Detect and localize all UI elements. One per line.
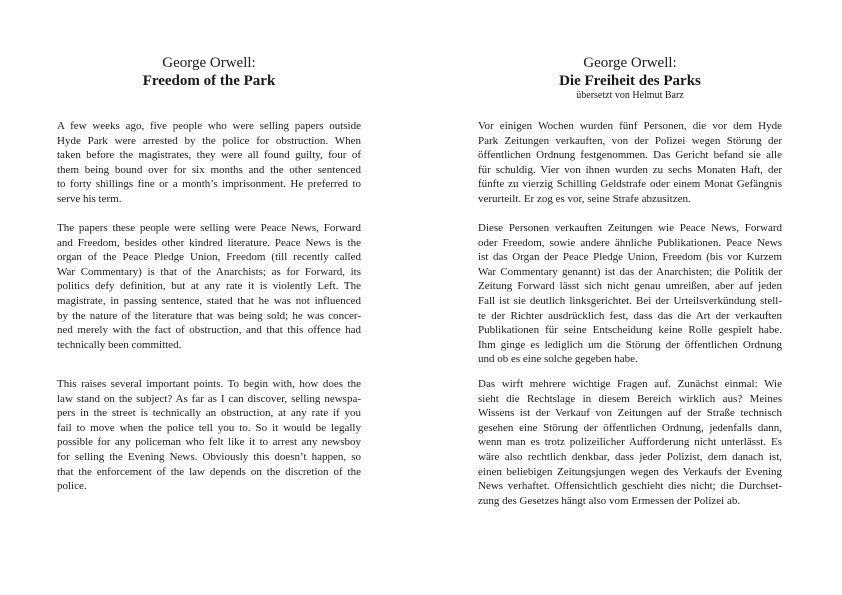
text-line: and Freedom, besides other kindred literature. Peace News is the bbox=[57, 236, 361, 249]
text-line: to forty shillings fine or a month’s imprisonment. He preferred to bbox=[57, 178, 361, 191]
text-line: gesehen eine Störung der öffentlichen Ordnung, jedenfalls dann, bbox=[478, 421, 782, 434]
text-line: organ of the Peace Pledge Union, Freedom (till recently called bbox=[57, 251, 361, 264]
text-line: pers in the street is technically an obstruction, at any rate if you bbox=[57, 407, 361, 420]
text-line: This raises several important points. To begin with, how does the bbox=[57, 378, 361, 390]
text-line: zung des Gesetzes hängt also vom Ermessen der Polizei ab. bbox=[478, 494, 741, 507]
paragraph bbox=[57, 221, 361, 352]
paragraph bbox=[57, 119, 361, 207]
text-line: verurteilt. Er zog es vor, seine Strafe abzusitzen. bbox=[478, 192, 691, 205]
text-line: Zeitung Forward lässt sich nicht genau umreißen, aber auf jeden bbox=[478, 280, 782, 293]
text-line: öffentlichen Ordnung festgenommen. Das Gericht befand sie alle bbox=[478, 149, 782, 162]
text-line: The papers these people were selling were Peace News, Forward bbox=[57, 222, 361, 234]
text-line: einen beliebigen Zeitungsjungen wegen des Verkaufs der Evening bbox=[478, 465, 782, 478]
text-line: ned merely with the fact of obstruction, and that this offence had bbox=[57, 324, 361, 337]
text-line: technically been committed. bbox=[57, 338, 182, 351]
text-line: police. bbox=[57, 480, 87, 493]
text-line: Hyde Park were arrested by the police for obstruction. When bbox=[57, 134, 361, 147]
text-line: fail to move when the police tell you to. So it would be legally bbox=[57, 421, 361, 434]
title: Die Freiheit des Parks bbox=[559, 73, 701, 89]
paragraph bbox=[478, 119, 782, 207]
text-line: fünfte zu vierzig Schilling Geldstrafe oder einem Monat Gefängnis bbox=[478, 178, 782, 191]
text-line: wäre also rechtlich denkbar, dass jeder Polizist, dem danach ist, bbox=[478, 450, 782, 463]
text-line: wenn man es trotz polizeilicher Aufforderung nicht unterlässt. Es bbox=[478, 436, 782, 449]
text-line: that the enforcement of the law depends on the discretion of the bbox=[57, 465, 361, 478]
text-line: A few weeks ago, five people who were selling papers outside bbox=[57, 120, 361, 132]
text-line: Diese Personen verkauften Zeitungen wie Peace News, Forward bbox=[478, 222, 782, 234]
text-line: War Commentary genannt) ist das der Anarchisten; die Politik der bbox=[478, 265, 782, 278]
text-line: magistrate, in passing sentence, stated that he was not influenced bbox=[57, 294, 361, 307]
text-line: te der Richter ausdrücklich fest, dass das die Art der verkauften bbox=[478, 309, 782, 322]
text-line: oder Freedom, sowie andere ähnliche Publikationen. Peace News bbox=[478, 236, 782, 249]
text-line: und ob es eine solche gegeben habe. bbox=[478, 353, 638, 366]
text-line: politics defy definition, but at any rate it is violently Left. The bbox=[57, 280, 361, 293]
text-line: by the nature of the literature that was being sold; he was concer- bbox=[57, 309, 361, 322]
german-heading bbox=[478, 54, 782, 102]
text-line: serve his term. bbox=[57, 192, 122, 205]
translator-credit: übersetzt von Helmut Barz bbox=[576, 90, 684, 101]
text-line: War Commentary) is that of the Anarchists; as for Forward, its bbox=[57, 265, 361, 278]
text-line: possible for any policeman who felt like it to arrest any newsboy bbox=[57, 436, 361, 449]
english-heading bbox=[57, 54, 361, 90]
title: Freedom of the Park bbox=[142, 73, 276, 89]
text-line: Vor einigen Wochen wurden fünf Personen, die vor dem Hyde bbox=[478, 120, 782, 132]
text-line: Das wirft mehrere wichtige Fragen auf. Zunächst einmal: Wie bbox=[478, 378, 782, 390]
text-line: law stand on the subject? As far as I can discover, selling newspa- bbox=[57, 392, 361, 405]
paragraph bbox=[478, 377, 782, 508]
text-line: sieht die Rechtslage in diesem Bereich wirklich aus? Meines bbox=[478, 392, 782, 405]
text-line: Publikationen für seine Entscheidung keine Rolle gespielt habe. bbox=[478, 324, 782, 337]
text-line: them being bound over for six months and the other sentenced bbox=[57, 163, 361, 176]
text-line: for selling the Evening News. Obviously this doesn’t happen, so bbox=[57, 450, 361, 463]
text-line: Fall ist sie deutlich linksgerichtet. Bei der Urteilsverkündung stell- bbox=[478, 294, 782, 307]
text-line: News verhaftet. Offensichtlich geschieht dies nicht; die Durchset- bbox=[478, 480, 782, 493]
author: George Orwell: bbox=[162, 55, 256, 71]
text-line: Wissens ist der Verkauf von Zeitungen auf der Straße technisch bbox=[478, 407, 782, 420]
author: George Orwell: bbox=[583, 55, 677, 71]
paragraph bbox=[57, 377, 361, 494]
text-line: für schuldig. Vier von ihnen wurden zu sechs Monaten Haft, der bbox=[478, 163, 782, 176]
text-line: Ihm ginge es lediglich um die Störung der öffentlichen Ordnung bbox=[478, 338, 782, 351]
text-line: taken before the magistrates, they were all found guilty, four of bbox=[57, 149, 361, 162]
paragraph bbox=[478, 221, 782, 367]
text-line: ist das Organ der Peace Pledge Union, Freedom (bis vor Kurzem bbox=[478, 251, 782, 264]
text-line: Park Zeitungen verkauften, von der Polizei wegen Störung der bbox=[478, 134, 782, 147]
